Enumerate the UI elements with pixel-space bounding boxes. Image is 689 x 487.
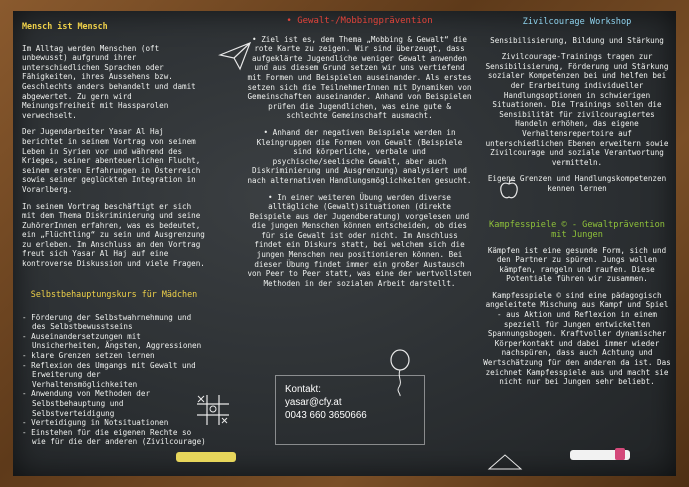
right-paragraph-4: Kampfesspiele © sind eine pädagogisch angeleitete Mischung aus Kampf und Spiel - aus Aktion und Reflexion in einem speziell für Jungen entwickelten Spannungsbogen. Kraftvoller dynamischer Körperkontakt und dabei immer wieder nachspüren, dass auch Achtung und Wertschätzung für den anderen da ist. Das zeichnet Kampfesspiele aus und macht sie nicht nur bei Jungen sehr beliebt. (483, 290, 671, 387)
right-subtitle: Sensibilisierung, Bildung und Stärkung (490, 35, 664, 45)
left-paragraph-1: Im Alltag werden Menschen (oft unbewusst) aufgrund ihrer unterschiedlichen Sprachen oder Fähigkeiten, ihres Aussehens bzw. Geschlechts anders behandelt und damit abgewertet. Zu gern wird Meinungsfreiheit mit Hassparolen verwechselt. (22, 43, 196, 120)
middle-title-text: Gewalt-/Mobbingprävention (297, 16, 433, 26)
right-paragraph-1: Zivilcourage-Trainings tragen zur Sensibilisierung, Förderung und Stärkung sozialer Kompetenzen bei und helfen bei der Erarbeitung individueller Handlungsoptionen in schwierigen Situationen. Die Trainings sollen die Sensibilität für zivilcouragiertes Handeln erhöhen, das eigene Verhaltensrepertoire auf unterschiedlichen Ebenen erweitern sowie Zivilcourage und soziale Verantwortung vermitteln. (485, 52, 669, 167)
middle-bullet-2: • Anhand der negativen Beispiele werden in Kleingruppen die Formen von Gewalt (Beispiele sind körperliche, verbale und psychische/seelische Gewalt, aber auch Diskriminierung und Ausgrenzung) analysiert und nach alternativen Handlungsmöglichkeiten gesucht. (247, 128, 472, 186)
list-item: - Einstehen für die eigenen Rechte so wie für die der anderen (Zivilcourage) (22, 428, 206, 447)
left-list (22, 313, 206, 447)
contact-phone[interactable]: 0043 660 3650666 (285, 410, 367, 421)
right-paragraph-2: Eigene Grenzen und Handlungskompetenzen kennen lernen (487, 174, 667, 193)
triangle-sketch-icon (483, 451, 527, 473)
left-paragraph-3: In seinem Vortrag beschäftigt er sich mit dem Thema Diskriminierung und seine ZuhörerInnen erfahren, was es bedeutet, ein „Flüchtling“ zu sein und Ausgrenzung zu erleben. Im Anschluss an den Vortrag freut sich Yasar Al Haj auf eine kontroverse Diskussion und viele Fragen. (22, 201, 205, 269)
left-title: Mensch ist Mensch (22, 21, 108, 31)
contact-label: Kontakt: (285, 384, 321, 395)
left-column (22, 11, 206, 447)
list-item: - Auseinandersetzungen mit Unsicherheiten, Ängsten, Aggressionen (22, 332, 206, 351)
chalkboard (13, 11, 676, 476)
middle-bullet-1: • Ziel ist es, dem Thema „Mobbing & Gewalt“ die rote Karte zu zeigen. Wir sind überzeugt, dass aufgeklärte Jugendliche weniger Gewalt anwenden und aus diesem Grund setzen wir uns vertiefend mit Formen und Beispielen auseinander. Als erstes setzen sich die TeilnehmerInnen mit Dynamiken von Gemeinschaften auseinander. Anhand von Beispielen prüfen die Jugendlichen, was eine gute & schlechte Gemeinschaft ausmacht. (247, 35, 472, 121)
middle-bullet-3: • In einer weiteren Übung werden diverse alltägliche (Gewalt)situationen (direkte Beispiele aus der Jugendberatung) vorgelesen und die jungen Menschen können entscheiden, ob dies für sie Gewalt ist oder nicht. Im Anschluss findet ein Diskurs statt, bei welchem sich die jungen Menschen neu positionieren können. Bei dieser Übung findet immer ein großer Austausch von Peer to Peer statt, was eine der wertvollsten Methoden in der sozialen Arbeit darstellt. (247, 193, 472, 289)
right-title-2: Kampfesspiele © - Gewaltprävention mit Jungen (489, 219, 665, 240)
middle-column (247, 11, 472, 295)
tic-tac-toe-icon (195, 393, 231, 427)
list-item: - Förderung der Selbstwahrnehmung und des Selbstbewusstseins (22, 313, 206, 332)
list-item: - Verteidigung in Notsituationen (22, 418, 206, 428)
contact-email[interactable]: yasar@cfy.at (285, 397, 342, 408)
left-subtitle: Selbstbehauptungskurs für Mädchen (30, 288, 198, 299)
list-item: - klare Grenzen setzen lernen (22, 351, 206, 361)
apple-icon (499, 178, 519, 200)
list-item: - Reflexion des Umgangs mit Gewalt und Erweiterung der Verhaltensmöglichkeiten (22, 361, 206, 390)
right-column (483, 11, 671, 394)
right-paragraph-3: Kämpfen ist eine gesunde Form, sich und den Partner zu spüren. Jungs wollen kämpfen, rangeln und raufen. Diese Potentiale führen wir zusammen. (487, 245, 667, 284)
list-item: - Anwendung von Methoden der Selbstbehauptung und Selbstverteidigung (22, 389, 206, 418)
right-title: Zivilcourage Workshop (522, 17, 632, 27)
left-paragraph-2: Der Jugendarbeiter Yasar Al Haj berichtet in seinem Vortrag von seinem Leben in Syrien vor und während des Krieges, seiner abenteuerlichen Flucht, seinem ersten Erfahrungen in Österreich sowie seiner geglückten Integration in Vorarlberg. (22, 127, 201, 194)
yellow-chalk (176, 452, 236, 462)
paper-plane-icon (218, 41, 252, 71)
contact-block (285, 383, 435, 422)
pink-chalk (615, 448, 625, 460)
middle-title: • Gewalt-/Mobbingprävention (286, 16, 433, 26)
